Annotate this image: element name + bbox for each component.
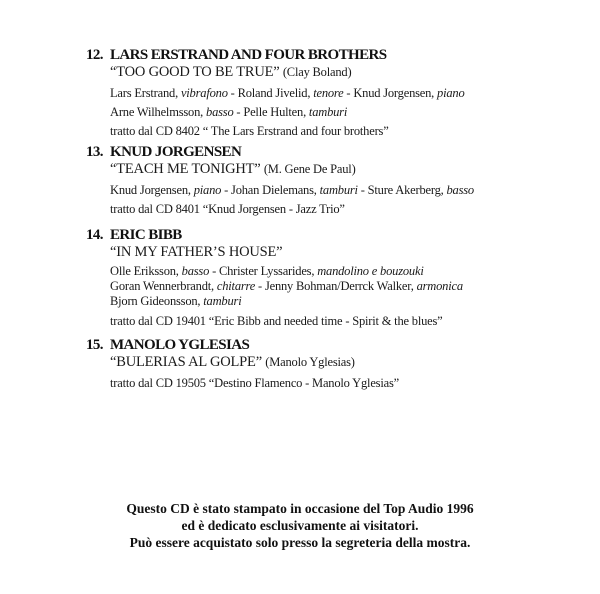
track-composer: (M. Gene De Paul) [263,162,356,176]
track-artist: KNUD JORGENSEN [110,144,242,160]
musician-name: Goran Wennerbrandt, [110,279,217,293]
footer-line-3: Può essere acquistato solo presso la segreteria della mostra. [129,535,471,550]
separator: - [343,86,354,100]
track-14 [86,226,546,331]
separator: - [209,264,219,278]
musician-name: Arne Wilhelmsson, [110,105,207,119]
personnel-line [110,294,546,309]
musician-name: Lars Erstrand, [110,86,181,100]
footer-line-2: ed è dedicato esclusivamente ai visitatori. [181,518,419,533]
musician-name: Johan Dielemans, [231,183,320,197]
musician-instrument: piano [193,183,222,197]
separator: - [221,183,232,197]
track-number: 12. [86,47,103,63]
track-heading [86,336,546,354]
track-13 [86,143,546,219]
musician-instrument: chitarre [216,279,256,293]
musician-instrument: vibrafono [180,86,228,100]
separator: - [227,86,238,100]
personnel-line [110,264,546,279]
musician-name: Roland Jivelid, [237,86,314,100]
track-artist: LARS ERSTRAND AND FOUR BROTHERS [110,47,387,63]
personnel-line [110,103,546,122]
track-title-line [110,161,546,178]
musician-instrument: piano [437,86,465,100]
track-composer: (Manolo Yglesias) [265,355,355,369]
musician-instrument: armonica [416,279,463,293]
personnel-line [110,181,546,200]
separator: - [255,279,265,293]
track-number: 15. [86,337,103,353]
track-title: “BULERIAS AL GOLPE” [110,354,262,370]
musician-name: Pelle Hulten, [243,105,309,119]
musician-instrument: tamburi [308,105,348,119]
track-title-line [110,244,546,261]
track-number: 14. [86,227,103,243]
track-source: tratto dal CD 8401 “Knud Jorgensen - Jazz Trio” [110,202,345,216]
track-12 [86,46,546,141]
track-title: “TEACH ME TONIGHT” [110,161,261,177]
musician-name: Christer Lyssarides, [218,264,318,278]
musician-instrument: basso [206,105,234,119]
musician-name: Knud Jorgensen, [110,183,194,197]
footer-note [0,500,600,551]
musician-name: Sture Akerberg, [367,183,447,197]
track-composer: (Clay Boland) [282,65,352,79]
musician-name: Knud Jorgensen, [353,86,438,100]
musician-name: Bjorn Gideonsson, [110,294,204,308]
personnel-line [110,84,546,103]
track-15 [86,336,546,393]
track-source: tratto dal CD 8402 “ The Lars Erstrand and four brothers” [110,124,389,138]
track-heading [86,226,546,244]
track-source: tratto dal CD 19505 “Destino Flamenco - Manolo Yglesias” [110,376,399,390]
musician-instrument: mandolino e bouzouki [317,264,424,278]
track-title-line [110,64,546,81]
track-artist: ERIC BIBB [110,227,182,243]
track-number: 13. [86,144,103,160]
musician-instrument: tamburi [319,183,358,197]
musician-instrument: basso [181,264,210,278]
track-source: tratto dal CD 19401 “Eric Bibb and needed time - Spirit & the blues” [110,314,443,328]
separator: - [357,183,368,197]
musician-instrument: tenore [313,86,344,100]
track-title: “IN MY FATHER’S HOUSE” [110,244,283,260]
track-title-line [110,354,546,371]
separator: - [233,105,244,119]
track-title: “TOO GOOD TO BE TRUE” [110,64,280,80]
personnel-line [110,279,546,294]
footer-line-1: Questo CD è stato stampato in occasione del Top Audio 1996 [126,501,474,516]
musician-instrument: tamburi [203,294,242,308]
musician-instrument: basso [446,183,474,197]
track-heading [86,143,546,161]
track-heading [86,46,546,64]
track-artist: MANOLO YGLESIAS [110,337,250,353]
musician-name: Olle Eriksson, [110,264,182,278]
musician-name: Jenny Bohman/Derrck Walker, [264,279,417,293]
